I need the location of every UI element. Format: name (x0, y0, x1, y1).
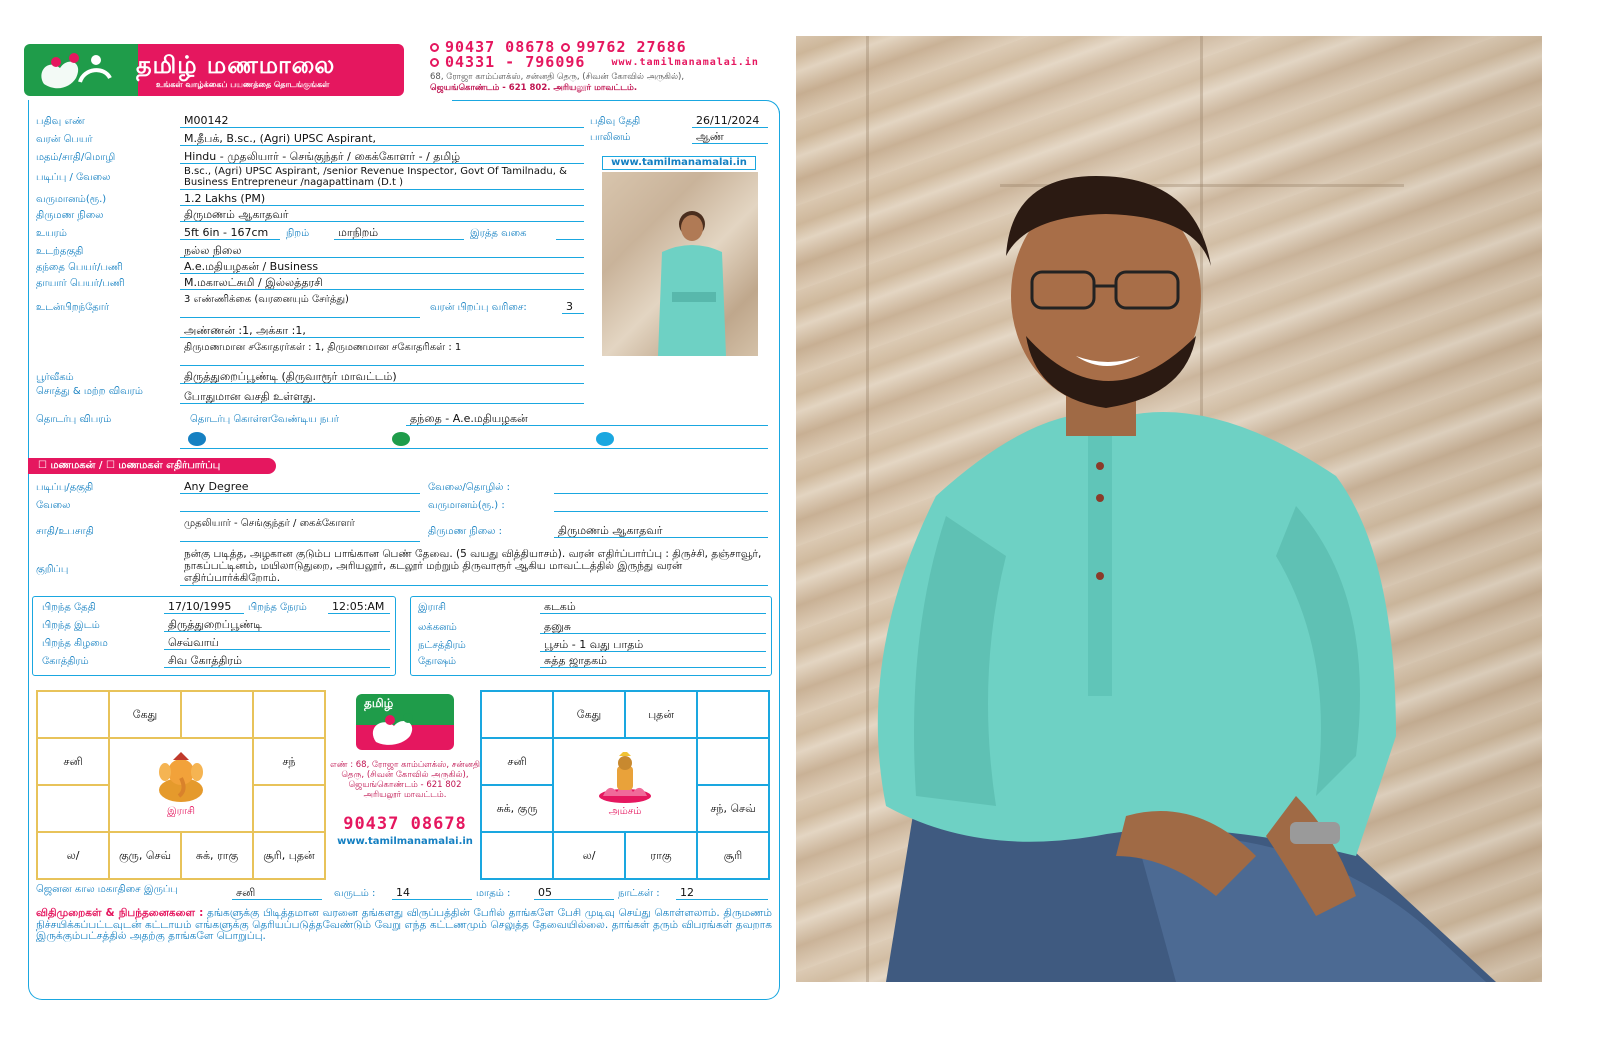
note-label: குறிப்பு (36, 564, 69, 575)
dosham-label: தோஷம் (418, 656, 457, 667)
dasa-year-value: 14 (392, 886, 472, 900)
exp-education-value: Any Degree (180, 480, 420, 494)
birth-date-label: பிறந்த தேதி (42, 602, 96, 613)
birth-date-value: 17/10/1995 (164, 600, 244, 614)
education-value: B.sc., (Agri) UPSC Aspirant, /senior Revenue Inspector, Govt Of Tamilnadu, & Business Entrepreneur /nagapattinam (D.t ) (180, 166, 584, 190)
siblings-value: 3 எண்ணிக்கை (வரனையும் சேர்த்து) (180, 294, 420, 318)
center-brand: தமிழ் (364, 696, 394, 710)
contact-label: தொடர்பு விபரம் (36, 414, 112, 425)
ganesha-icon (151, 752, 211, 804)
exp-caste-value: முதலியார் - செங்குந்தர் / கைக்கோளர் (180, 518, 420, 542)
amsam-caption: அம்சம் (608, 806, 642, 817)
person-thumbnail-icon (602, 172, 758, 356)
rasi-cell: சூரி, புதன் (253, 832, 325, 879)
dasa-label: ஜெனன கால மகாதிசை இருப்பு (36, 884, 178, 895)
lagnam-label: லக்கனம் (418, 622, 457, 633)
dasa-month-label: மாதம் : (476, 888, 511, 899)
rasi-cell: ல/ (37, 832, 109, 879)
gender-value: ஆண் (692, 130, 768, 144)
amsam-cell (697, 738, 769, 785)
star-label: நட்சத்திரம் (418, 640, 466, 651)
center-website[interactable]: www.tamilmanamalai.in (337, 836, 473, 847)
amsam-chart (480, 690, 770, 880)
exp-income-label: வருமானம்(ரூ.) : (428, 500, 505, 511)
father-label: தந்தை பெயர்/பணி (36, 262, 123, 273)
exp-education-label: படிப்பு/தகுதி (36, 482, 94, 493)
rasi-cell (253, 785, 325, 832)
exp-marital-value: திருமணம் ஆகாதவர் (554, 524, 768, 538)
siblings-detail-2: திருமணமான சகோதரர்கள் : 1, திருமணமான சகோதரிகள் : 1 (180, 342, 584, 366)
exp-job-value (180, 498, 420, 512)
reg-date-value: 26/11/2024 (692, 114, 768, 128)
lakshmi-icon (595, 752, 655, 804)
gender-label: பாலினம் (590, 132, 631, 143)
couple-heart-icon (34, 48, 124, 92)
contact-person-value: தந்தை - A.e.மதியழகன் (406, 412, 768, 426)
birth-time-value: 12:05:AM (328, 600, 390, 614)
brand-title: தமிழ் மணமாலை (136, 50, 336, 79)
exp-income-value (554, 498, 768, 512)
center-address: எண் : 68, ரோஜா காம்ப்ளக்ஸ், சன்னதி தெரு, (சிவன் கோவில் அருகில்), ஜெயங்கொண்டம் - 621 802 அரியலூர் மாவட்டம். (330, 760, 480, 800)
gothram-label: கோத்திரம் (42, 656, 89, 667)
terms-body: தங்களுக்கு பிடித்தமான வரனை தங்களது விருப்பத்தின் பேரில் தாங்களே பேசி முடிவு செய்து கொள்ளலாம். திருமணம் நிச்சயிக்கப்பட்டவுடன் கட்டாயம் எங்களுக்கு தெரியப்படுத்தவேண்டும் வேறு எந்த கட்டணமும் செலுத்த தேவையில்லை. தாங்கள் தரும் விபரங்கள் தவறாக இருக்கும்பட்சத்தில் அதற்கு தாங்களே பொறுப்பு. (36, 907, 772, 942)
exp-marital-label: திருமண நிலை : (428, 526, 503, 537)
reg-date-label: பதிவு தேதி (590, 116, 641, 127)
person-portrait-icon (796, 36, 1542, 982)
rasi-cell: கேது (109, 691, 181, 738)
birth-time-label: பிறந்த நேரம் (248, 602, 307, 613)
exp-job-label: வேலை (36, 500, 71, 511)
exp-work-value (554, 480, 768, 494)
dasa-days-value: 12 (676, 886, 768, 900)
rasi-cell: சந் (253, 738, 325, 785)
dasa-year-label: வருடம் : (334, 888, 376, 899)
amsam-cell: சனி (481, 738, 553, 785)
gothram-value: சிவ கோத்திரம் (164, 654, 390, 668)
amsam-cell: சுக், குரு (481, 785, 553, 832)
blood-value (556, 226, 584, 240)
phone-icon (430, 43, 439, 52)
terms-text (36, 908, 772, 943)
whatsapp-icon[interactable] (392, 432, 410, 446)
rasi-cell: சுக், ராகு (181, 832, 253, 879)
birth-place-value: திருத்துறைப்பூண்டி (164, 618, 390, 632)
contact-line (180, 448, 768, 449)
amsam-cell (481, 832, 553, 879)
rasi-cell: குரு, செவ் (109, 832, 181, 879)
marital-label: திருமண நிலை (36, 210, 104, 221)
phone-icon (561, 43, 570, 52)
rasi-cell (253, 691, 325, 738)
expectation-band: ☐ மணமகன் / ☐ மணமகள் எதிர்பார்ப்பு (28, 458, 276, 474)
assets-label: சொத்து & மற்ற விவரம் (36, 386, 143, 397)
sheet-frame-top (452, 100, 780, 114)
religion-label: மதம்/சாதி/மொழி (36, 152, 116, 163)
phone-icon[interactable] (188, 432, 206, 446)
rasi-cell (37, 785, 109, 832)
rasi-value: கடகம் (540, 600, 766, 614)
complexion-value: மாநிறம் (334, 226, 464, 240)
rasi-label: இராசி (418, 602, 446, 613)
health-value: நல்ல நிலை (180, 244, 584, 258)
biodata-sheet (22, 36, 794, 1006)
star-value: பூசம் - 1 வது பாதம் (540, 638, 766, 652)
brand-logo-small (356, 694, 454, 750)
religion-value: Hindu - முதலியார் - செங்குந்தர் / கைக்கோளர் - / தமிழ் (180, 150, 584, 164)
amsam-cell: ல/ (553, 832, 625, 879)
birth-day-value: செவ்வாய் (164, 636, 390, 650)
phone-1[interactable]: 90437 08678 (445, 38, 556, 56)
note-value: நன்கு படித்த, அழகான குடும்ப பாங்கான பெண் தேவை. (5 வயது வித்தியாசம்). வரன் எதிர்ப்பார்ப்பு : திருச்சி, தஞ்சாவூர், நாகப்பட்டினம், மயிலாடுதுறை, அரியலூர், கடலூர் மற்றும் திருவாரூர் ஆகிய மாவட்டத்தில் இருந்து வரன் எதிர்ப்பார்க்கிறோம். (180, 548, 768, 586)
dasa-month-value: 05 (534, 886, 614, 900)
amsam-center (553, 738, 697, 832)
exp-work-label: வேலை/தொழில் : (428, 482, 511, 493)
siblings-label: உடன்பிறந்தோர் (36, 302, 110, 313)
exp-caste-label: சாதி/உபசாதி (36, 526, 94, 537)
native-value: திருத்துறைப்பூண்டி (திருவாரூர் மாவட்டம்) (180, 370, 584, 384)
phone-2[interactable]: 99762 27686 (576, 38, 687, 56)
rasi-cell (181, 691, 253, 738)
mother-value: M.மகாலட்சுமி / இல்லத்தரசி (180, 276, 584, 290)
brand-tagline: உங்கள் வாழ்க்கைப் பயணத்தை தொடங்குங்கள் (156, 80, 330, 89)
mother-label: தாயார் பெயர்/பணி (36, 278, 125, 289)
rasi-cell (37, 691, 109, 738)
profile-photo-thumbnail (602, 172, 758, 356)
center-logo-block (330, 690, 480, 886)
email-icon[interactable] (596, 432, 614, 446)
rasi-center (109, 738, 253, 832)
amsam-cell: சந், செவ் (697, 785, 769, 832)
amsam-cell (481, 691, 553, 738)
dasa-days-label: நாட்கள் : (618, 888, 660, 899)
birth-order-label: வரன் பிறப்பு வரிசை: (430, 302, 527, 313)
name-value: M.தீபக், B.sc., (Agri) UPSC Aspirant, (180, 132, 584, 146)
center-phone[interactable]: 90437 08678 (343, 814, 467, 834)
name-label: வரன் பெயர் (36, 134, 93, 145)
photo-website[interactable]: www.tamilmanamalai.in (602, 156, 756, 170)
siblings-detail-1: அண்ணன் :1, அக்கா :1, (180, 324, 584, 338)
lagnam-value: தனுசு (540, 620, 766, 634)
profile-photo-large (796, 36, 1542, 982)
height-label: உயரம் (36, 228, 67, 239)
height-value: 5ft 6in - 167cm (180, 226, 280, 240)
complexion-label: நிறம் (286, 228, 310, 239)
reg-no-label: பதிவு எண் (36, 116, 85, 127)
birth-order-value: 3 (562, 300, 584, 314)
dasa-value: சனி (232, 886, 322, 900)
amsam-cell (697, 691, 769, 738)
phone-3[interactable]: 04331 - 796096 (445, 53, 586, 71)
rasi-caption: இராசி (167, 806, 195, 817)
income-label: வருமானம்(ரூ.) (36, 194, 107, 205)
assets-value: போதுமான வசதி உள்ளது. (180, 390, 584, 404)
native-label: பூர்வீகம் (36, 372, 74, 383)
reg-no-value: M00142 (180, 114, 584, 128)
health-label: உடற்தகுதி (36, 246, 84, 257)
header-contacts (430, 40, 780, 94)
rasi-cell: சனி (37, 738, 109, 785)
amsam-cell: ராகு (625, 832, 697, 879)
birth-place-label: பிறந்த இடம் (42, 620, 100, 631)
rasi-chart (36, 690, 326, 880)
amsam-cell: சூரி (697, 832, 769, 879)
phone-icon (430, 58, 439, 67)
terms-heading: விதிமுறைகள் & நிபந்தனைகளை : (36, 907, 204, 919)
education-label: படிப்பு / வேலை (36, 172, 111, 183)
father-value: A.e.மதியழகன் / Business (180, 260, 584, 274)
amsam-cell: புதன் (625, 691, 697, 738)
amsam-cell: கேது (553, 691, 625, 738)
dosham-value: சுத்த ஜாதகம் (540, 654, 766, 668)
website-link[interactable]: www.tamilmanamalai.in (611, 57, 759, 68)
blood-label: இரத்த வகை (470, 228, 527, 239)
header-address: 68, ரோஜா காம்ப்ளக்ஸ், சன்னதி தெரு, (சிவன் கோவில் அருகில்), ஜெயங்கொண்டம் - 621 802. அரியலூர் மாவட்டம். (430, 72, 685, 93)
birth-day-label: பிறந்த கிழமை (42, 638, 108, 649)
contact-person-label: தொடர்பு கொள்ளவேண்டிய நபர் (190, 414, 339, 425)
brand-logo (24, 44, 404, 96)
income-value: 1.2 Lakhs (PM) (180, 192, 584, 206)
marital-value: திருமணம் ஆகாதவர் (180, 208, 584, 222)
